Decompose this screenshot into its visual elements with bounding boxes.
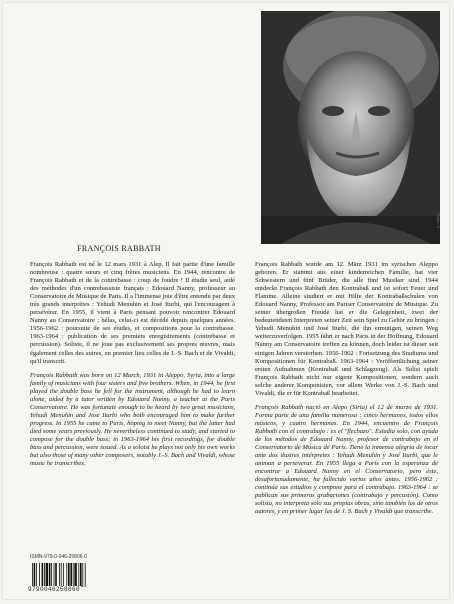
portrait-image [261, 11, 440, 244]
english-biography: François Rabbath was born on 12 March, 1931 in Aleppo, Syria, into a large family of musicians with four sisters and five brothers. When, in 1944, he first played the double bass he fell for the instrument, although he had to learn alone, aided by a tutor written by Edouard Nanny, a teacher at the Paris Conservatoire. He was fortunate enough to be heard by two great musicians, Yehudi Menuhin and José Iturbi who both encouraged him to make further progress. In 1955 he came to Paris, hoping to meet Nanny, but the latter had died some years previously. He nevertheless continued to study, and started to compose for the double bass; in 1963-1964 his first recordings, for double bass and percussion, were issued. As a soloist he plays not only his own works but also those of many other composers, notably J.-S. Bach and Vivaldi, whose music he transcribes. [30, 371, 235, 468]
back-cover-page [3, 3, 449, 599]
page-title: FRANÇOIS RABBATH [77, 244, 161, 253]
ismn-label: ISMN-979-0-046-25806-0 [30, 554, 87, 560]
spanish-biography: François Rabbath nació en Alepo (Siria) el 12 de marzo de 1931. Forma parte de una familia numerosa : cinco hermanos, todos ellos músicos, y cuatro hermanas. En 1944, encuentro de François Rabbath con el contrabajo : es el "flechazo". Estudia solo, con ayuda de los métodos de Edouard Nanny, profesor de contrabajo en el Conservatorio de Música de París. Tiene la inmensa alegría de tocar ante dos ilustres intérpretes : Yehudi Menuhin y José Iturbi, que le animan a perseverar. En 1955 llega a París con la esperanza de encontrar a Edouard Nanny en el Conservatorio, pero éste, desafortunadamente, ha fallecido varios años antes. 1956-1962 : continúa sus estudios y compone para el contrabajo. 1963-1964 : se publican sus primeras grabaciones (contrabajo y percusión). Como solista, no interpreta sólo sus propias obras, sino también las de otros autores, y en primer lugar las de J. S. Bach y Vivaldi que transcribe. [255, 403, 438, 516]
barcode-number: 9790046258060 [28, 586, 81, 593]
photo-credit: Photo: K [436, 213, 441, 229]
right-column [255, 261, 438, 522]
portrait-photo [261, 11, 440, 244]
german-biography: François Rabbath wurde am 12. März 1931 im syrischen Aleppo geboren. Er stammt aus einer kinderreichen Familie, hat vier Schwestern und fünf Brüder, die alle fünf Musiker sind. 1944 entdeckt François Rabbath den Kontrabaß und ist sofort Feuer und Flamme. Alleine studiert er mit Hilfe der Kontrabaßschulen von Edouard Nanny, Professor am Pariser Conservatoire de Musique. Zu seiner übergroßen Freude hat er die Gelegenheit, zwei der bedeutendsten Interpreten seiner Zeit sein Spiel zu Gehör zu bringen : Yehudi Menuhin und José Iturbi, die ihn ermutigen, seinen Weg weiterzuverfolgen. 1955 fährt er nach Paris in der Hoffnung, Edouard Nanny am Conservatoire treffen zu können, doch leider ist dieser seit einigen Jahren verstorben. 1956-1962 : Fortsetzung des Studiums und Kompositionen für Kontrabaß. 1963-1964 : Veröffentlichung seiner ersten Aufnahmen (Kontrabaß und Schlagzeug). Als Solist spielt François Rabbath nicht nur eigene Kompositionen, sondern auch solche anderer Komponisten, vor allem Werke von J.-S. Bach und Vivaldi, die er für Kontrabaß bearbeitet. [255, 261, 438, 397]
french-biography: François Rabbath est né le 12 mars 1931 à Alep. Il fait partie d'une famille nombreuse : quatre sœurs et cinq frères musiciens. En 1944, rencontre de François Rabbath et de la contrebasse : coup de foudre ! Il étudie seul, aidé des méthodes d'un contrebassiste français : Edouard Nanny, professeur au Conservatoire de Musique de Paris. Il a l'immense joie d'être entendu par deux très grands interprètes : Yehudi Menuhin et José Iturbi, qui l'encouragent à persévérer. En 1955, il vient à Paris pensant pouvoir rencontrer Edouard Nanny au Conservatoire ; hélas, celui-ci est décédé depuis quelques années. 1956-1962 : poursuite de ses études, et compositions pour la contrebasse. 1963-1964 : publication de ses premiers enregistrements (contrebasse et percussion). Soliste, il ne joue pas exclusivement ses propres œuvres, mais également celles des autres, en premier lieu celles de J.-S. Bach et de Vivaldi, qu'il transcrit. [30, 261, 235, 365]
left-column [30, 261, 235, 474]
